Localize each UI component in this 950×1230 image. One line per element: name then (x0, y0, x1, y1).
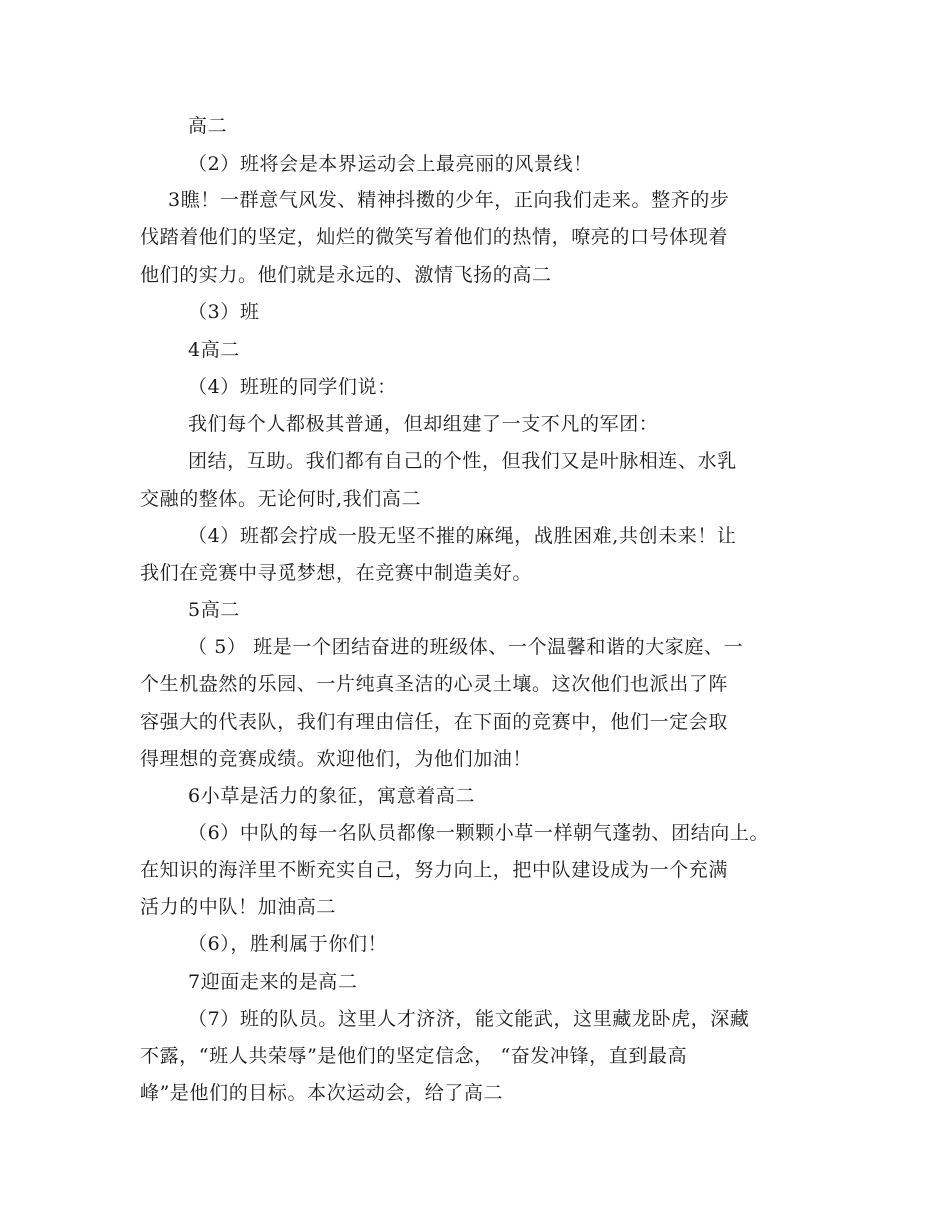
text-line: 6小草是活力的象征，寓意着高二 (188, 785, 476, 807)
text-line: （6），胜利属于你们！ (188, 933, 388, 955)
text-line: （2）班将会是本界运动会上最亮丽的风景线！ (188, 153, 593, 175)
text-line: 不露，“班人共荣辱”是他们的坚定信念， “奋发冲锋，直到最高 (140, 1045, 688, 1067)
text-line: （ 5） 班是一个团结奋进的班级体、一个温馨和谐的大家庭、一 (188, 636, 744, 658)
text-line: 我们每个人都极其普通，但却组建了一支不凡的军团： (188, 413, 659, 435)
text-line: （4）班都会拧成一股无坚不摧的麻绳，战胜困难,共创未来！让 (188, 525, 737, 547)
text-line: 我们在竞赛中寻觅梦想，在竞赛中制造美好。 (140, 562, 533, 584)
text-line: 个生机盎然的乐园、一片纯真圣洁的心灵土壤。这次他们也派出了阵 (140, 673, 729, 695)
text-line: （3）班 (188, 301, 260, 323)
text-line: 活力的中队！加油高二 (140, 896, 337, 918)
text-line: 容强大的代表队，我们有理由信任，在下面的竞赛中，他们一定会取 (140, 711, 729, 733)
text-line: 团结，互助。我们都有自己的个性，但我们又是叶脉相连、水乳 (188, 450, 737, 472)
text-line: （4）班班的同学们说： (188, 376, 397, 398)
text-line: 5高二 (188, 599, 240, 621)
text-line: 4高二 (188, 339, 240, 361)
text-line: （6）中队的每一名队员都像一颗颗小草一样朝气蓬勃、团结向上。 (188, 822, 770, 844)
text-line: 3瞧！一群意气风发、精神抖擞的少年，正向我们走来。整齐的步 (168, 189, 730, 211)
text-line: 他们的实力。他们就是永远的、激情飞扬的高二 (140, 264, 552, 286)
text-line: 7迎面走来的是高二 (188, 971, 358, 993)
text-line: 在知识的海洋里不断充实自己，努力向上，把中队建设成为一个充满 (140, 859, 729, 881)
text-line: （7）班的队员。这里人才济济，能文能武，这里藏龙卧虎，深藏 (188, 1008, 750, 1030)
text-line: 交融的整体。无论何时,我们高二 (140, 488, 422, 510)
text-line: 伐踏着他们的坚定，灿烂的微笑写着他们的热情，嘹亮的口号体现着 (140, 226, 729, 248)
text-line: 高二 (188, 115, 228, 137)
text-line: 得理想的竞赛成绩。欢迎他们，为他们加油！ (140, 748, 533, 770)
text-line: 峰”是他们的目标。本次运动会，给了高二 (140, 1082, 504, 1104)
